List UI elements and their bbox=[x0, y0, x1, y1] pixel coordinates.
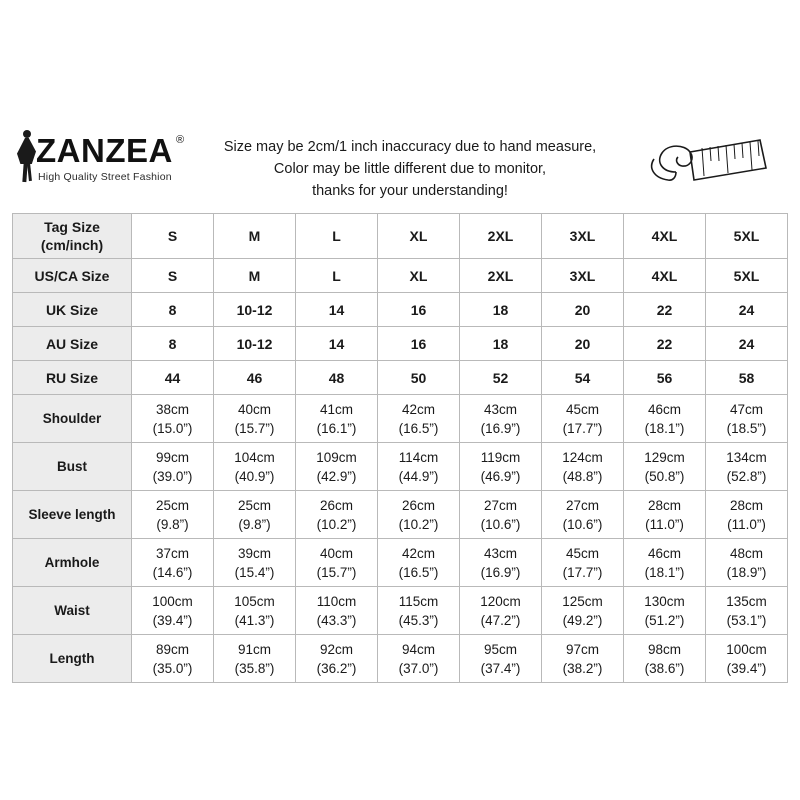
logo-dress-shape bbox=[17, 138, 36, 164]
cell-bust-1 bbox=[132, 443, 214, 491]
value-inch: (37.4”) bbox=[480, 660, 521, 676]
cell-uk-6: 20 bbox=[542, 293, 624, 327]
value-cm: 130cm bbox=[644, 593, 685, 609]
notice-line-3: thanks for your understanding! bbox=[312, 183, 508, 199]
cell-length-1 bbox=[132, 635, 214, 683]
brand-logo bbox=[12, 126, 197, 198]
cell-uk-7: 22 bbox=[624, 293, 706, 327]
cell-us-ca-6: 3XL bbox=[542, 259, 624, 293]
table-row-bust bbox=[13, 443, 788, 491]
cell-armhole-4 bbox=[378, 539, 460, 587]
value-inch: (16.1”) bbox=[316, 420, 357, 436]
registered-mark: ® bbox=[176, 134, 185, 146]
value-cm: 124cm bbox=[562, 449, 603, 465]
cell-au-4: 16 bbox=[378, 327, 460, 361]
value-inch: (37.0”) bbox=[398, 660, 439, 676]
cell-length-7 bbox=[624, 635, 706, 683]
cell-au-1: 8 bbox=[132, 327, 214, 361]
size-chart-table bbox=[12, 213, 788, 683]
cell-bust-7 bbox=[624, 443, 706, 491]
cell-length-3 bbox=[296, 635, 378, 683]
cell-uk-3: 14 bbox=[296, 293, 378, 327]
cell-length-6 bbox=[542, 635, 624, 683]
table-row-us-ca-size bbox=[13, 259, 788, 293]
value-inch: (48.8”) bbox=[562, 468, 603, 484]
cell-armhole-5 bbox=[460, 539, 542, 587]
cell-length-8 bbox=[706, 635, 788, 683]
value-cm: 134cm bbox=[726, 449, 767, 465]
cell-tag-size-3xl: 3XL bbox=[542, 214, 624, 259]
value-cm: 95cm bbox=[483, 641, 517, 657]
cell-tag-size-l: L bbox=[296, 214, 378, 259]
value-inch: (41.3”) bbox=[234, 612, 275, 628]
value-inch: (47.2”) bbox=[480, 612, 521, 628]
cell-uk-1: 8 bbox=[132, 293, 214, 327]
value-inch: (11.0”) bbox=[645, 516, 684, 532]
value-inch: (15.7”) bbox=[234, 420, 275, 436]
value-cm: 25cm bbox=[155, 497, 189, 513]
logo-leg2-shape bbox=[27, 163, 32, 181]
cell-au-5: 18 bbox=[460, 327, 542, 361]
value-inch: (50.8”) bbox=[644, 468, 685, 484]
value-cm: 43cm bbox=[483, 545, 517, 561]
cell-shoulder-5 bbox=[460, 395, 542, 443]
value-cm: 45cm bbox=[565, 545, 599, 561]
value-inch: (36.2”) bbox=[316, 660, 357, 676]
value-cm: 47cm bbox=[729, 401, 763, 417]
cell-ru-8: 58 bbox=[706, 361, 788, 395]
value-cm: 89cm bbox=[155, 641, 189, 657]
cell-uk-5: 18 bbox=[460, 293, 542, 327]
table-row-length bbox=[13, 635, 788, 683]
cell-us-ca-4: XL bbox=[378, 259, 460, 293]
row-label-tag-size bbox=[13, 214, 132, 259]
value-inch: (10.2”) bbox=[316, 516, 357, 532]
value-inch: (40.9”) bbox=[234, 468, 275, 484]
value-inch: (10.6”) bbox=[562, 516, 603, 532]
value-inch: (15.4”) bbox=[234, 564, 275, 580]
value-inch: (9.8”) bbox=[238, 516, 271, 532]
cell-tag-size-2xl: 2XL bbox=[460, 214, 542, 259]
value-inch: (15.0”) bbox=[152, 420, 193, 436]
cell-sleeve-4 bbox=[378, 491, 460, 539]
cell-waist-5 bbox=[460, 587, 542, 635]
cell-waist-6 bbox=[542, 587, 624, 635]
cell-armhole-7 bbox=[624, 539, 706, 587]
cell-ru-6: 54 bbox=[542, 361, 624, 395]
cell-length-5 bbox=[460, 635, 542, 683]
cell-bust-8 bbox=[706, 443, 788, 491]
value-inch: (39.4”) bbox=[152, 612, 193, 628]
cell-armhole-6 bbox=[542, 539, 624, 587]
cell-uk-8: 24 bbox=[706, 293, 788, 327]
value-inch: (38.2”) bbox=[562, 660, 603, 676]
value-inch: (51.2”) bbox=[644, 612, 685, 628]
value-inch: (35.8”) bbox=[234, 660, 275, 676]
value-inch: (16.5”) bbox=[398, 420, 439, 436]
cell-tag-size-m: M bbox=[214, 214, 296, 259]
cell-us-ca-2: M bbox=[214, 259, 296, 293]
value-inch: (16.5”) bbox=[398, 564, 439, 580]
table-row-ru-size bbox=[13, 361, 788, 395]
cell-armhole-2 bbox=[214, 539, 296, 587]
row-label-tag-size-line2: (cm/inch) bbox=[40, 237, 104, 253]
brand-name: ZANZEA bbox=[36, 132, 173, 169]
value-inch: (52.8”) bbox=[726, 468, 767, 484]
cell-shoulder-2 bbox=[214, 395, 296, 443]
value-cm: 97cm bbox=[565, 641, 599, 657]
cell-shoulder-8 bbox=[706, 395, 788, 443]
value-inch: (14.6”) bbox=[152, 564, 193, 580]
cell-waist-4 bbox=[378, 587, 460, 635]
value-cm: 94cm bbox=[401, 641, 435, 657]
value-cm: 119cm bbox=[480, 449, 521, 465]
table-row-armhole bbox=[13, 539, 788, 587]
cell-sleeve-6 bbox=[542, 491, 624, 539]
table-row-waist bbox=[13, 587, 788, 635]
value-cm: 114cm bbox=[398, 449, 439, 465]
value-cm: 27cm bbox=[565, 497, 599, 513]
table-row-tag-size bbox=[13, 214, 788, 259]
value-cm: 26cm bbox=[401, 497, 435, 513]
value-inch: (9.8”) bbox=[156, 516, 189, 532]
cell-uk-4: 16 bbox=[378, 293, 460, 327]
value-inch: (17.7”) bbox=[562, 420, 603, 436]
cell-au-3: 14 bbox=[296, 327, 378, 361]
cell-shoulder-7 bbox=[624, 395, 706, 443]
value-cm: 46cm bbox=[647, 401, 681, 417]
value-cm: 100cm bbox=[726, 641, 767, 657]
cell-ru-3: 48 bbox=[296, 361, 378, 395]
cell-au-6: 20 bbox=[542, 327, 624, 361]
cell-au-2: 10-12 bbox=[214, 327, 296, 361]
value-cm: 129cm bbox=[644, 449, 685, 465]
row-label-uk-size: UK Size bbox=[13, 293, 132, 327]
value-cm: 98cm bbox=[647, 641, 681, 657]
cell-armhole-8 bbox=[706, 539, 788, 587]
row-label-armhole: Armhole bbox=[13, 539, 132, 587]
value-cm: 45cm bbox=[565, 401, 599, 417]
cell-us-ca-5: 2XL bbox=[460, 259, 542, 293]
row-label-shoulder: Shoulder bbox=[13, 395, 132, 443]
chart-header bbox=[0, 118, 800, 213]
value-inch: (44.9”) bbox=[398, 468, 439, 484]
cell-au-7: 22 bbox=[624, 327, 706, 361]
cell-ru-2: 46 bbox=[214, 361, 296, 395]
value-inch: (18.9”) bbox=[726, 564, 767, 580]
value-cm: 43cm bbox=[483, 401, 517, 417]
cell-us-ca-3: L bbox=[296, 259, 378, 293]
cell-sleeve-3 bbox=[296, 491, 378, 539]
cell-waist-7 bbox=[624, 587, 706, 635]
row-label-au-size: AU Size bbox=[13, 327, 132, 361]
cell-shoulder-4 bbox=[378, 395, 460, 443]
cell-waist-1 bbox=[132, 587, 214, 635]
cell-sleeve-8 bbox=[706, 491, 788, 539]
value-inch: (43.3”) bbox=[316, 612, 357, 628]
cell-shoulder-6 bbox=[542, 395, 624, 443]
value-inch: (18.5”) bbox=[726, 420, 767, 436]
cell-us-ca-1: S bbox=[132, 259, 214, 293]
cell-uk-2: 10-12 bbox=[214, 293, 296, 327]
value-inch: (15.7”) bbox=[316, 564, 357, 580]
cell-bust-5 bbox=[460, 443, 542, 491]
table-row-au-size bbox=[13, 327, 788, 361]
cell-waist-3 bbox=[296, 587, 378, 635]
row-label-length: Length bbox=[13, 635, 132, 683]
cell-bust-4 bbox=[378, 443, 460, 491]
value-cm: 27cm bbox=[483, 497, 517, 513]
row-label-ru-size: RU Size bbox=[13, 361, 132, 395]
value-cm: 26cm bbox=[319, 497, 353, 513]
notice-line-1: Size may be 2cm/1 inch inaccuracy due to hand measure, bbox=[223, 139, 597, 155]
row-label-bust: Bust bbox=[13, 443, 132, 491]
cell-waist-2 bbox=[214, 587, 296, 635]
cell-armhole-3 bbox=[296, 539, 378, 587]
value-cm: 38cm bbox=[155, 401, 189, 417]
value-inch: (39.4”) bbox=[726, 660, 767, 676]
cell-bust-2 bbox=[214, 443, 296, 491]
value-cm: 39cm bbox=[237, 545, 271, 561]
value-inch: (45.3”) bbox=[398, 612, 439, 628]
row-label-us-ca-size: US/CA Size bbox=[13, 259, 132, 293]
measurement-notice bbox=[200, 136, 620, 202]
tape-measure-icon bbox=[632, 128, 772, 198]
value-inch: (53.1”) bbox=[726, 612, 767, 628]
cell-sleeve-7 bbox=[624, 491, 706, 539]
table-row-uk-size bbox=[13, 293, 788, 327]
value-cm: 48cm bbox=[729, 545, 763, 561]
value-inch: (16.9”) bbox=[480, 420, 521, 436]
value-cm: 100cm bbox=[152, 593, 193, 609]
cell-ru-7: 56 bbox=[624, 361, 706, 395]
cell-tag-size-5xl: 5XL bbox=[706, 214, 788, 259]
row-label-sleeve-length: Sleeve length bbox=[13, 491, 132, 539]
value-cm: 91cm bbox=[237, 641, 271, 657]
value-cm: 120cm bbox=[480, 593, 521, 609]
cell-sleeve-1 bbox=[132, 491, 214, 539]
brand-tagline: High Quality Street Fashion bbox=[38, 171, 172, 183]
value-inch: (49.2”) bbox=[562, 612, 603, 628]
cell-length-4 bbox=[378, 635, 460, 683]
value-cm: 110cm bbox=[316, 593, 357, 609]
value-cm: 40cm bbox=[237, 401, 271, 417]
value-inch: (46.9”) bbox=[480, 468, 521, 484]
value-inch: (18.1”) bbox=[644, 420, 685, 436]
value-inch: (16.9”) bbox=[480, 564, 521, 580]
cell-tag-size-s: S bbox=[132, 214, 214, 259]
row-label-tag-size-line1: Tag Size bbox=[44, 219, 100, 235]
cell-bust-3 bbox=[296, 443, 378, 491]
cell-tag-size-4xl: 4XL bbox=[624, 214, 706, 259]
value-cm: 125cm bbox=[562, 593, 603, 609]
value-inch: (10.2”) bbox=[398, 516, 439, 532]
value-cm: 42cm bbox=[401, 401, 435, 417]
value-inch: (10.6”) bbox=[480, 516, 521, 532]
value-cm: 28cm bbox=[647, 497, 681, 513]
value-cm: 135cm bbox=[726, 593, 767, 609]
value-cm: 41cm bbox=[319, 401, 353, 417]
value-cm: 115cm bbox=[398, 593, 439, 609]
cell-shoulder-3 bbox=[296, 395, 378, 443]
value-cm: 37cm bbox=[155, 545, 189, 561]
cell-ru-1: 44 bbox=[132, 361, 214, 395]
cell-au-8: 24 bbox=[706, 327, 788, 361]
cell-waist-8 bbox=[706, 587, 788, 635]
cell-bust-6 bbox=[542, 443, 624, 491]
value-inch: (38.6”) bbox=[644, 660, 685, 676]
notice-line-2: Color may be little different due to monitor, bbox=[273, 161, 547, 177]
value-inch: (17.7”) bbox=[562, 564, 603, 580]
cell-tag-size-xl: XL bbox=[378, 214, 460, 259]
value-cm: 109cm bbox=[316, 449, 357, 465]
value-cm: 42cm bbox=[401, 545, 435, 561]
table-row-shoulder bbox=[13, 395, 788, 443]
cell-armhole-1 bbox=[132, 539, 214, 587]
value-cm: 28cm bbox=[729, 497, 763, 513]
cell-ru-5: 52 bbox=[460, 361, 542, 395]
value-inch: (35.0”) bbox=[152, 660, 193, 676]
cell-us-ca-7: 4XL bbox=[624, 259, 706, 293]
logo-head-shape bbox=[23, 130, 31, 138]
cell-us-ca-8: 5XL bbox=[706, 259, 788, 293]
table-row-sleeve-length bbox=[13, 491, 788, 539]
value-cm: 25cm bbox=[237, 497, 271, 513]
cell-sleeve-5 bbox=[460, 491, 542, 539]
value-cm: 92cm bbox=[319, 641, 353, 657]
value-inch: (11.0”) bbox=[727, 516, 766, 532]
value-cm: 99cm bbox=[155, 449, 189, 465]
value-cm: 104cm bbox=[234, 449, 275, 465]
cell-sleeve-2 bbox=[214, 491, 296, 539]
value-cm: 105cm bbox=[234, 593, 275, 609]
cell-ru-4: 50 bbox=[378, 361, 460, 395]
value-cm: 40cm bbox=[319, 545, 353, 561]
value-inch: (39.0”) bbox=[152, 468, 193, 484]
value-inch: (42.9”) bbox=[316, 468, 357, 484]
value-inch: (18.1”) bbox=[644, 564, 685, 580]
cell-shoulder-1 bbox=[132, 395, 214, 443]
row-label-waist: Waist bbox=[13, 587, 132, 635]
value-cm: 46cm bbox=[647, 545, 681, 561]
cell-length-2 bbox=[214, 635, 296, 683]
